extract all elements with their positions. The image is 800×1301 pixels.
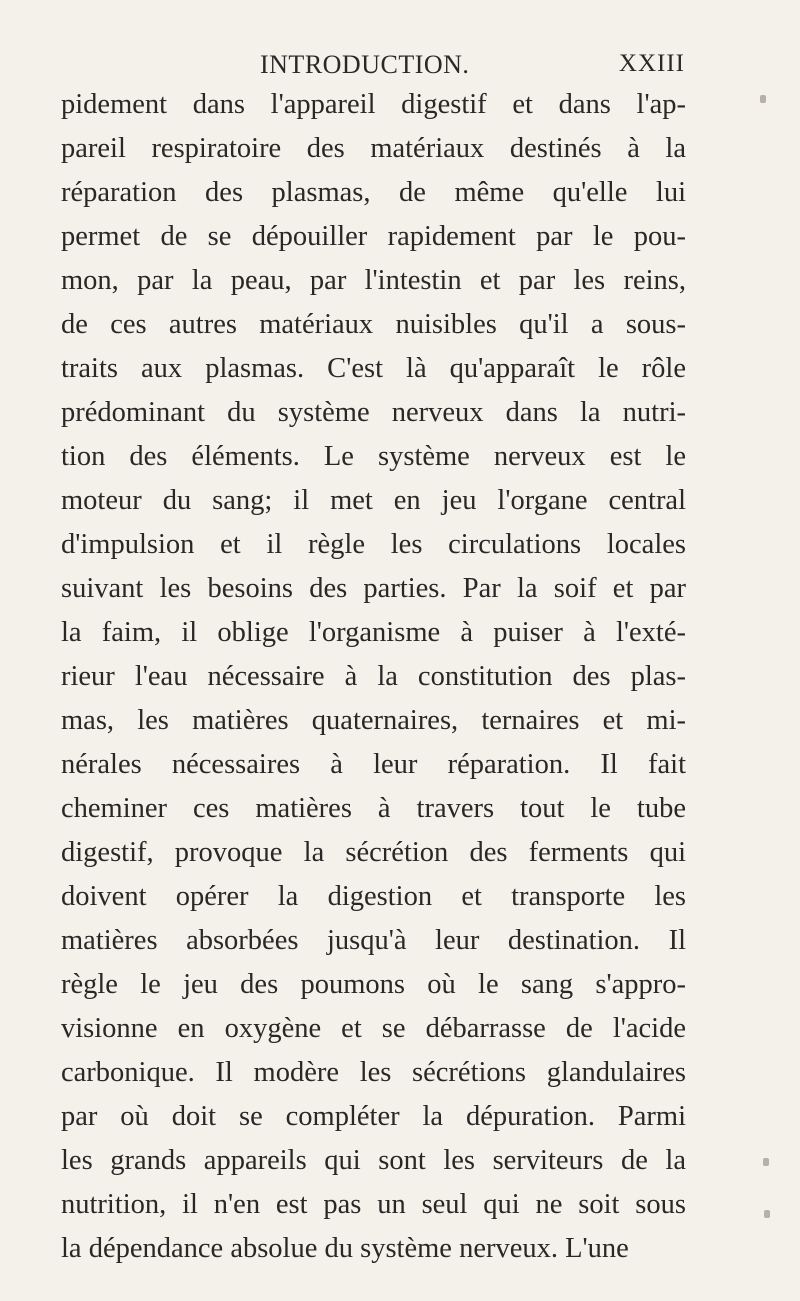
margin-speck [760,95,766,103]
text-line: visionne en oxygène et se débarrasse de l'acide [61,1013,686,1044]
text-line: la dépendance absolue du système nerveux. L'une [61,1233,629,1264]
text-line: digestif, provoque la sécrétion des ferments qui [61,837,686,868]
text-line: rieur l'eau nécessaire à la constitution des plas- [61,661,686,692]
text-line: doivent opérer la digestion et transporte les [61,881,686,912]
text-line: nérales nécessaires à leur réparation. Il fait [61,749,686,780]
text-line: matières absorbées jusqu'à leur destination. Il [61,925,686,956]
margin-speck [763,1158,769,1166]
running-head [60,50,685,82]
text-line: la faim, il oblige l'organisme à puiser à l'exté- [61,617,686,648]
text-line: permet de se dépouiller rapidement par le pou- [61,221,686,252]
text-line: les grands appareils qui sont les serviteurs de la [61,1145,686,1176]
text-line: prédominant du système nerveux dans la nutri- [61,397,686,428]
running-title: INTRODUCTION. [260,50,470,79]
text-line: carbonique. Il modère les sécrétions glandulaires [61,1057,686,1088]
text-line: réparation des plasmas, de même qu'elle lui [61,177,686,208]
text-line: tion des éléments. Le système nerveux est le [61,441,686,472]
text-line: pareil respiratoire des matériaux destinés à la [61,133,686,164]
text-line: de ces autres matériaux nuisibles qu'il a sous- [61,309,686,340]
margin-speck [764,1210,770,1218]
text-line: traits aux plasmas. C'est là qu'apparaît le rôle [61,353,686,384]
text-line: cheminer ces matières à travers tout le tube [61,793,686,824]
text-line: par où doit se compléter la dépuration. Parmi [61,1101,686,1132]
text-line: mon, par la peau, par l'intestin et par les reins, [61,265,686,296]
body-text [61,83,686,1271]
text-line: règle le jeu des poumons où le sang s'appro- [61,969,686,1000]
page-number: XXIII [618,50,685,77]
text-line: pidement dans l'appareil digestif et dans l'ap- [61,89,686,120]
text-line: nutrition, il n'en est pas un seul qui ne soit sous [61,1189,686,1220]
text-line: suivant les besoins des parties. Par la soif et par [61,573,686,604]
text-line: d'impulsion et il règle les circulations locales [61,529,686,560]
text-line: mas, les matières quaternaires, ternaires et mi- [61,705,686,736]
text-line: moteur du sang; il met en jeu l'organe central [61,485,686,516]
